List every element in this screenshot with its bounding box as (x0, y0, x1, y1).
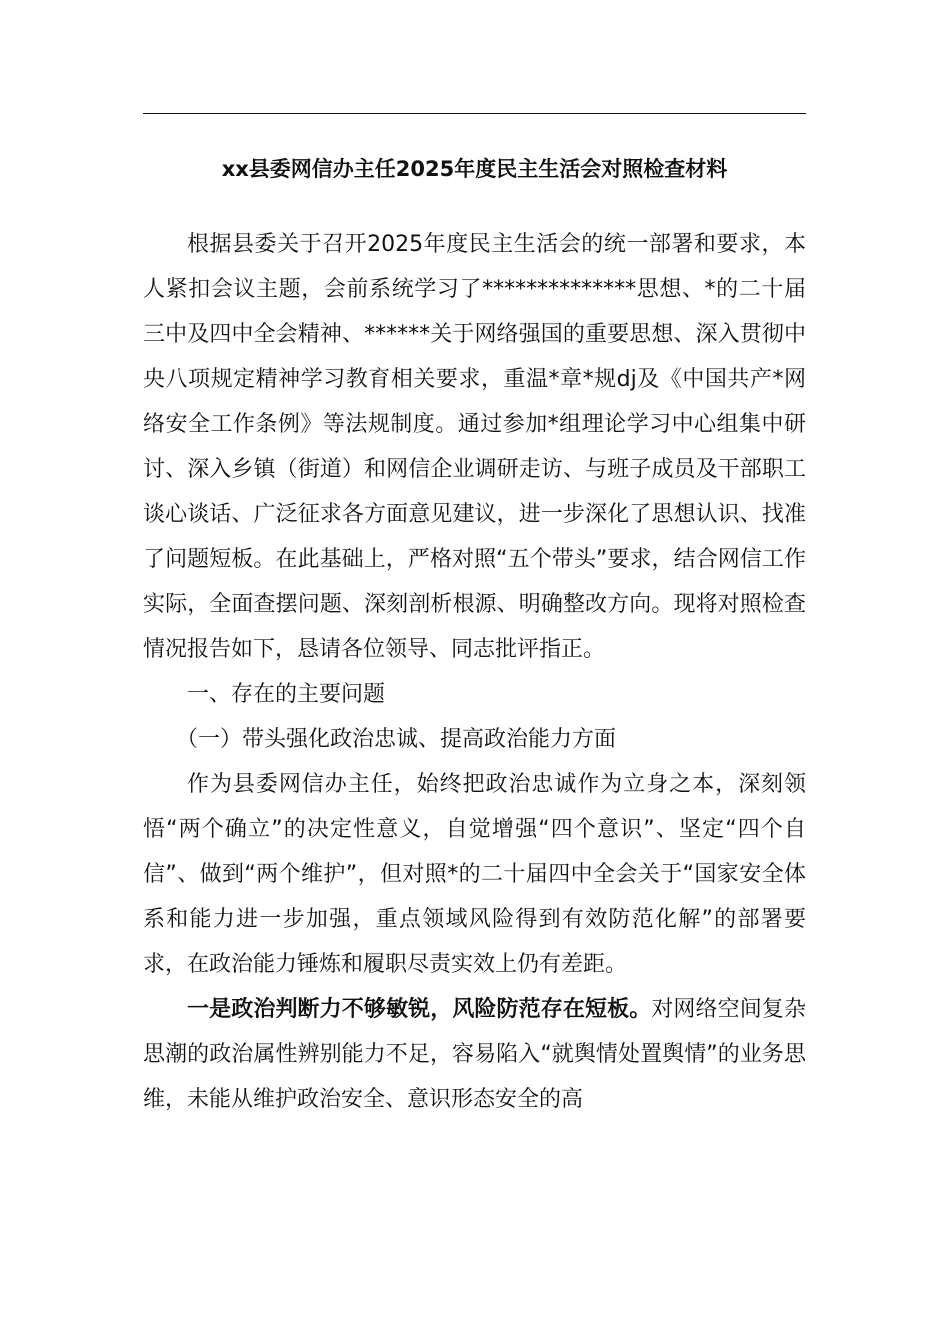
section-heading: 一、存在的主要问题 (187, 682, 386, 707)
intro-paragraph: 根据县委关于召开2025年度民主生活会的统一部署和要求，本人紧扣会议主题，会前系统学习了**************思想、*的二十届三中及四中全会精神、******关于网络强国的重要思想、深入贯彻中央八项规定精神学习教育相关要求，重温*章*规dj及《中国共产*网络安全工作条例》等法规制度。通过参加*组理论学习中心组集中研讨、深入乡镇（街道）和网信企业调研走访、与班子成员及干部职工谈心谈话、广泛征求各方面意见建议，进一步深化了思想认识、找准了问题短板。在此基础上，严格对照“五个带头”要求，结合网信工作实际，全面查摆问题、深刻剖析根源、明确整改方向。现将对照检查情况报告如下，恳请各位领导、同志批评指正。 (143, 232, 806, 662)
document-body (143, 222, 806, 1122)
point-paragraph (143, 987, 806, 1122)
header-rule (143, 113, 806, 114)
subsection-heading: （一）带头强化政治忠诚、提高政治能力方面 (176, 727, 617, 752)
point-text: 对网络空间复杂思潮的政治属性辨别能力不足，容易陷入“就舆情处置舆情”的业务思维，未能从维护政治安全、意识形态安全的高 (143, 997, 806, 1112)
point-lead: 一是政治判断力不够敏锐，风险防范存在短板。 (187, 997, 652, 1022)
document-title: xx县委网信办主任2025年度民主生活会对照检查材料 (221, 157, 728, 181)
subsection-paragraph: 作为县委网信办主任，始终把政治忠诚作为立身之本，深刻领悟“两个确立”的决定性意义，自觉增强“四个意识”、坚定“四个自信”、做到“两个维护”，但对照*的二十届四中全会关于“国家安全体系和能力进一步加强，重点领域风险得到有效防范化解”的部署要求，在政治能力锤炼和履职尽责实效上仍有差距。 (143, 772, 806, 977)
